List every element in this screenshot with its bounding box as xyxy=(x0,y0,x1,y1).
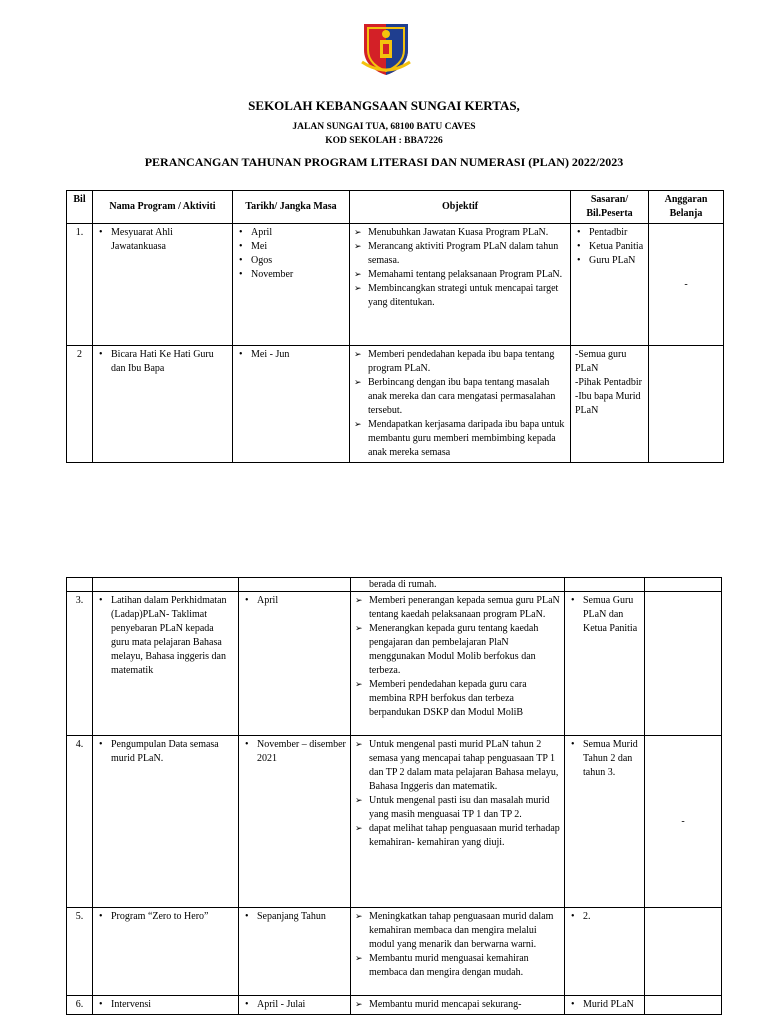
date-item: • Mei - Jun xyxy=(237,348,345,362)
date-item: • Sepanjang Tahun xyxy=(243,910,346,924)
table-row xyxy=(67,996,722,1015)
program-item: • Bicara Hati Ke Hati Guru dan Ibu Bapa xyxy=(97,348,228,376)
target-item: • Murid PLaN xyxy=(569,998,640,1012)
program-cell xyxy=(93,224,233,346)
date-item: • April xyxy=(243,594,346,608)
plan-table-page2 xyxy=(66,577,722,1015)
date-item: • April - Julai xyxy=(243,998,346,1012)
objective-item: ➢ Membincangkan strategi untuk mencapai target yang ditentukan. xyxy=(354,282,566,310)
plan-table-page1 xyxy=(66,190,724,463)
table-row xyxy=(67,224,724,346)
program-item: • Intervensi xyxy=(97,998,234,1012)
objective-item: ➢ Berbincang dengan ibu bapa tentang masalah anak mereka dan cara mengatasi permasalahan tersebut. xyxy=(354,376,566,418)
table-row xyxy=(67,592,722,736)
target-item: • 2. xyxy=(569,910,640,924)
program-item: • Pengumpulan Data semasa murid PLaN. xyxy=(97,738,234,766)
table-row xyxy=(67,908,722,996)
table-header-row xyxy=(67,191,724,224)
target-item: • Ketua Panitia xyxy=(575,240,644,254)
school-name: SEKOLAH KEBANGSAAN SUNGAI KERTAS, xyxy=(248,98,520,113)
objective-cell xyxy=(351,736,565,908)
table-row-continuation xyxy=(67,578,722,592)
program-item: • Mesyuarat Ahli Jawatankuasa xyxy=(97,226,228,254)
date-item: • November – disember 2021 xyxy=(243,738,346,766)
table-row xyxy=(67,736,722,908)
target-cell: -Semua guru PLaN -Pihak Pentadbir -Ibu bapa Murid PLaN xyxy=(571,346,649,463)
objective-item: ➢ Merancang aktiviti Program PLaN dalam tahun semasa. xyxy=(354,240,566,268)
target-item: • Pentadbir xyxy=(575,226,644,240)
date-cell xyxy=(239,996,351,1015)
continuation-text: berada di rumah. xyxy=(351,578,565,592)
budget-cell xyxy=(645,996,722,1015)
date-cell xyxy=(239,592,351,736)
header-bil: Bil xyxy=(67,191,93,224)
target-item: • Semua Murid Tahun 2 dan tahun 3. xyxy=(569,738,640,780)
header-date: Tarikh/ Jangka Masa xyxy=(233,191,350,224)
target-item: • Guru PLaN xyxy=(575,254,644,268)
row-number: 6. xyxy=(67,996,93,1015)
objective-cell xyxy=(350,346,571,463)
objective-item: ➢ Menubuhkan Jawatan Kuasa Program PLaN. xyxy=(354,226,566,240)
date-cell xyxy=(233,346,350,463)
date-item: • April xyxy=(237,226,345,240)
objective-item: ➢ Untuk mengenal pasti murid PLaN tahun 2 semasa yang mencapai tahap penguasaan TP 1 dan TP 2 dalam mata pelajaran Bahasa melayu, Bahasa Inggeris dan matematik. xyxy=(355,738,560,794)
objective-cell xyxy=(351,592,565,736)
objective-cell xyxy=(351,996,565,1015)
objective-item: ➢ Membantu murid mencapai sekurang- xyxy=(355,998,560,1012)
row-number: 1. xyxy=(67,224,93,346)
table-row xyxy=(67,346,724,463)
row-number: 5. xyxy=(67,908,93,996)
budget-cell xyxy=(649,346,724,463)
date-cell xyxy=(233,224,350,346)
row-number: 4. xyxy=(67,736,93,908)
date-cell xyxy=(239,908,351,996)
objective-item: ➢ Mendapatkan kerjasama daripada ibu bapa untuk membantu guru memberi membimbing kepada anak mereka semasa xyxy=(354,418,566,460)
date-item: • Ogos xyxy=(237,254,345,268)
objective-item: ➢ Membantu murid menguasai kemahiran membaca dan mengira dengan mudah. xyxy=(355,952,560,980)
document-title: PERANCANGAN TAHUNAN PROGRAM LITERASI DAN NUMERASI (PLAN) 2022/2023 xyxy=(144,155,624,169)
date-item: • November xyxy=(237,268,345,282)
school-code: KOD SEKOLAH : BBA7226 xyxy=(325,136,443,146)
school-address: JALAN SUNGAI TUA, 68100 BATU CAVES xyxy=(292,122,476,132)
header-program: Nama Program / Aktiviti xyxy=(93,191,233,224)
objective-item: ➢ Meningkatkan tahap penguasaan murid dalam kemahiran membaca dan mengira melalui modul yang menarik dan berwarna warni. xyxy=(355,910,560,952)
budget-cell: - xyxy=(649,224,724,346)
objective-item: ➢ Memberi penerangan kepada semua guru PLaN tentang kaedah pelaksanaan program PLaN. xyxy=(355,594,560,622)
objective-cell xyxy=(351,908,565,996)
program-cell xyxy=(93,592,239,736)
objective-item: ➢ dapat melihat tahap penguasaan murid terhadap kemahiran- kemahiran yang diuji. xyxy=(355,822,560,850)
objective-item: ➢ Untuk mengenal pasti isu dan masalah murid yang masih menguasai TP 1 dan TP 2. xyxy=(355,794,560,822)
objective-cell xyxy=(350,224,571,346)
program-cell xyxy=(93,736,239,908)
objective-item: ➢ Memberi pendedahan kepada guru cara membina RPH berfokus dan terbeza berpandukan DSKP dan Modul MoliB xyxy=(355,678,560,720)
target-cell xyxy=(565,592,645,736)
objective-item: ➢ Menerangkan kepada guru tentang kaedah pengajaran dan pembelajaran PlaN menggunakan Modul Molib berfokus dan terbeza. xyxy=(355,622,560,678)
program-cell xyxy=(93,346,233,463)
row-number: 2 xyxy=(67,346,93,463)
row-number: 3. xyxy=(67,592,93,736)
objective-item: ➢ Memberi pendedahan kepada ibu bapa tentang program PLaN. xyxy=(354,348,566,376)
budget-cell xyxy=(645,908,722,996)
header-budget: Anggaran Belanja xyxy=(649,191,724,224)
date-item: • Mei xyxy=(237,240,345,254)
target-cell xyxy=(565,736,645,908)
program-item: • Program “Zero to Hero” xyxy=(97,910,234,924)
program-cell xyxy=(93,908,239,996)
objective-item: ➢ Memahami tentang pelaksanaan Program PLaN. xyxy=(354,268,566,282)
header-target: Sasaran/ Bil.Peserta xyxy=(571,191,649,224)
budget-cell: - xyxy=(645,736,722,908)
program-item: • Latihan dalam Perkhidmatan (Ladap)PLaN- Taklimat penyebaran PLaN kepada guru mata pelajaran Bahasa melayu, Bahasa inggeris dan matematik xyxy=(97,594,234,678)
target-cell xyxy=(565,996,645,1015)
header-objective: Objektif xyxy=(350,191,571,224)
target-cell xyxy=(565,908,645,996)
program-cell xyxy=(93,996,239,1015)
target-cell xyxy=(571,224,649,346)
school-crest-logo xyxy=(360,20,412,76)
target-item: • Semua Guru PLaN dan Ketua Panitia xyxy=(569,594,640,636)
budget-cell xyxy=(645,592,722,736)
date-cell xyxy=(239,736,351,908)
